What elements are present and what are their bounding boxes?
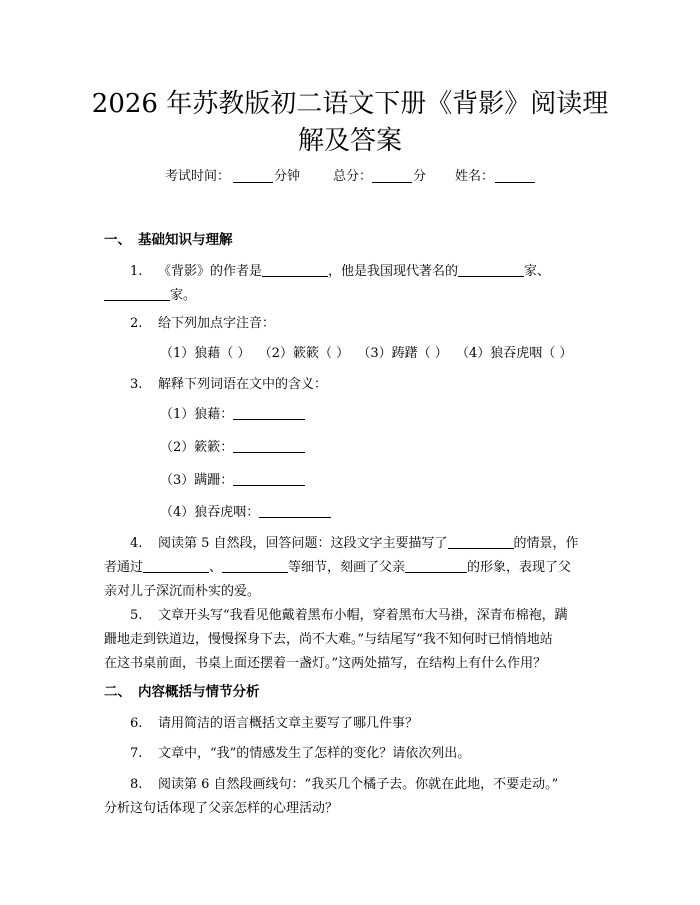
phonetic-items: （1）狼藉（ ） （2）簌簌（ ） （3）踌躇（ ） （4）狼吞虎咽（ ） [160,346,573,361]
question-text: 在这书桌前面，书桌上面还摆着一盏灯。”这两处描写，在结构上有什么作用？ [104,656,547,671]
question-text: 给下列加点字注音： [158,316,276,331]
question-5 [104,604,600,676]
question-text: 亲对儿子深沉而朴实的爱。 [104,584,261,599]
score-unit: 分 [413,169,427,184]
section-number: 二、 [104,684,131,700]
question-text: 阅读第 5 自然段，回答问题：这段文字主要描写了 [158,536,448,551]
question-number: 2. [130,316,143,331]
question-text: 《背影》的作者是 [158,264,263,279]
question-3 [104,373,600,397]
question-8 [104,773,600,821]
answer-blank[interactable] [448,534,514,549]
time-blank[interactable] [233,168,273,187]
section-title: 内容概括与情节分析 [138,684,260,700]
section-title: 基础知识与理解 [138,232,233,248]
question-text: 文章开头写“我看见他戴着黑布小帽，穿着黑布大马褂，深青布棉袍，蹒 [158,608,568,623]
definition-item-3 [160,471,305,491]
answer-blank[interactable] [222,558,288,573]
question-number: 3. [130,377,143,392]
question-text: 跚地走到铁道边，慢慢探身下去，尚不大难。”与结尾写“我不知何时已悄悄地站 [104,632,553,647]
time-unit: 分钟 [274,169,301,184]
item-label: （2）簌簌： [160,440,234,455]
score-label: 总分： [333,169,373,184]
answer-blank[interactable] [104,286,170,301]
time-label: 考试时间： [165,169,231,184]
question-text: 的形象，表现了父 [467,560,572,575]
definition-item-4 [160,503,331,523]
item-label: （1）狼藉： [160,407,234,422]
question-text: 者通过 [104,560,144,575]
question-text: 解释下列词语在文中的含义： [158,377,328,392]
question-7 [104,742,600,766]
definition-item-1 [160,405,305,425]
page-title-line-1: 2026 年苏教版初二语文下册《背影》阅读理 [91,89,609,119]
question-text: 请用简洁的语言概括文章主要写了哪几件事？ [158,716,419,731]
section-number: 一、 [104,232,131,248]
question-number: 8. [130,777,143,792]
question-number: 4. [130,536,143,551]
name-label: 姓名： [455,169,495,184]
question-1 [104,260,600,308]
item-label: （3）蹒跚： [160,473,234,488]
page-title-line-2: 解及答案 [297,126,402,156]
answer-blank[interactable] [405,558,467,573]
question-6 [104,712,600,736]
question-text: 家。 [170,288,197,303]
answer-blank[interactable] [143,558,209,573]
question-text: 等细节，刻画了父亲 [288,560,406,575]
answer-blank[interactable] [233,405,305,420]
question-text: 的情景，作 [513,536,579,551]
question-4 [104,532,600,604]
item-label: （4）狼吞虎咽： [160,505,260,520]
question-text: 分析这句话体现了父亲怎样的心理活动？ [104,801,339,816]
question-text: ，他是我国现代著名的 [328,264,459,279]
answer-blank[interactable] [233,438,305,453]
answer-blank[interactable] [259,503,331,518]
answer-blank[interactable] [458,262,524,277]
question-number: 7. [130,746,143,761]
answer-blank[interactable] [262,262,328,277]
section-heading-2 [104,682,260,702]
question-number: 6. [130,716,143,731]
name-blank[interactable] [495,168,535,187]
answer-blank[interactable] [233,471,305,486]
question-text: 、 [209,560,223,575]
question-2 [104,312,600,336]
score-blank[interactable] [372,168,412,187]
question-number: 5. [130,608,143,623]
question-text: 文章中，“我”的情感发生了怎样的变化？请依次列出。 [158,746,471,761]
question-text: 阅读第 6 自然段画线句：“我买几个橘子去。你就在此地，不要走动。” [158,777,559,792]
definition-item-2 [160,438,305,458]
section-heading-1 [104,230,233,250]
question-number: 1. [130,264,143,279]
question-text: 家、 [524,264,551,279]
